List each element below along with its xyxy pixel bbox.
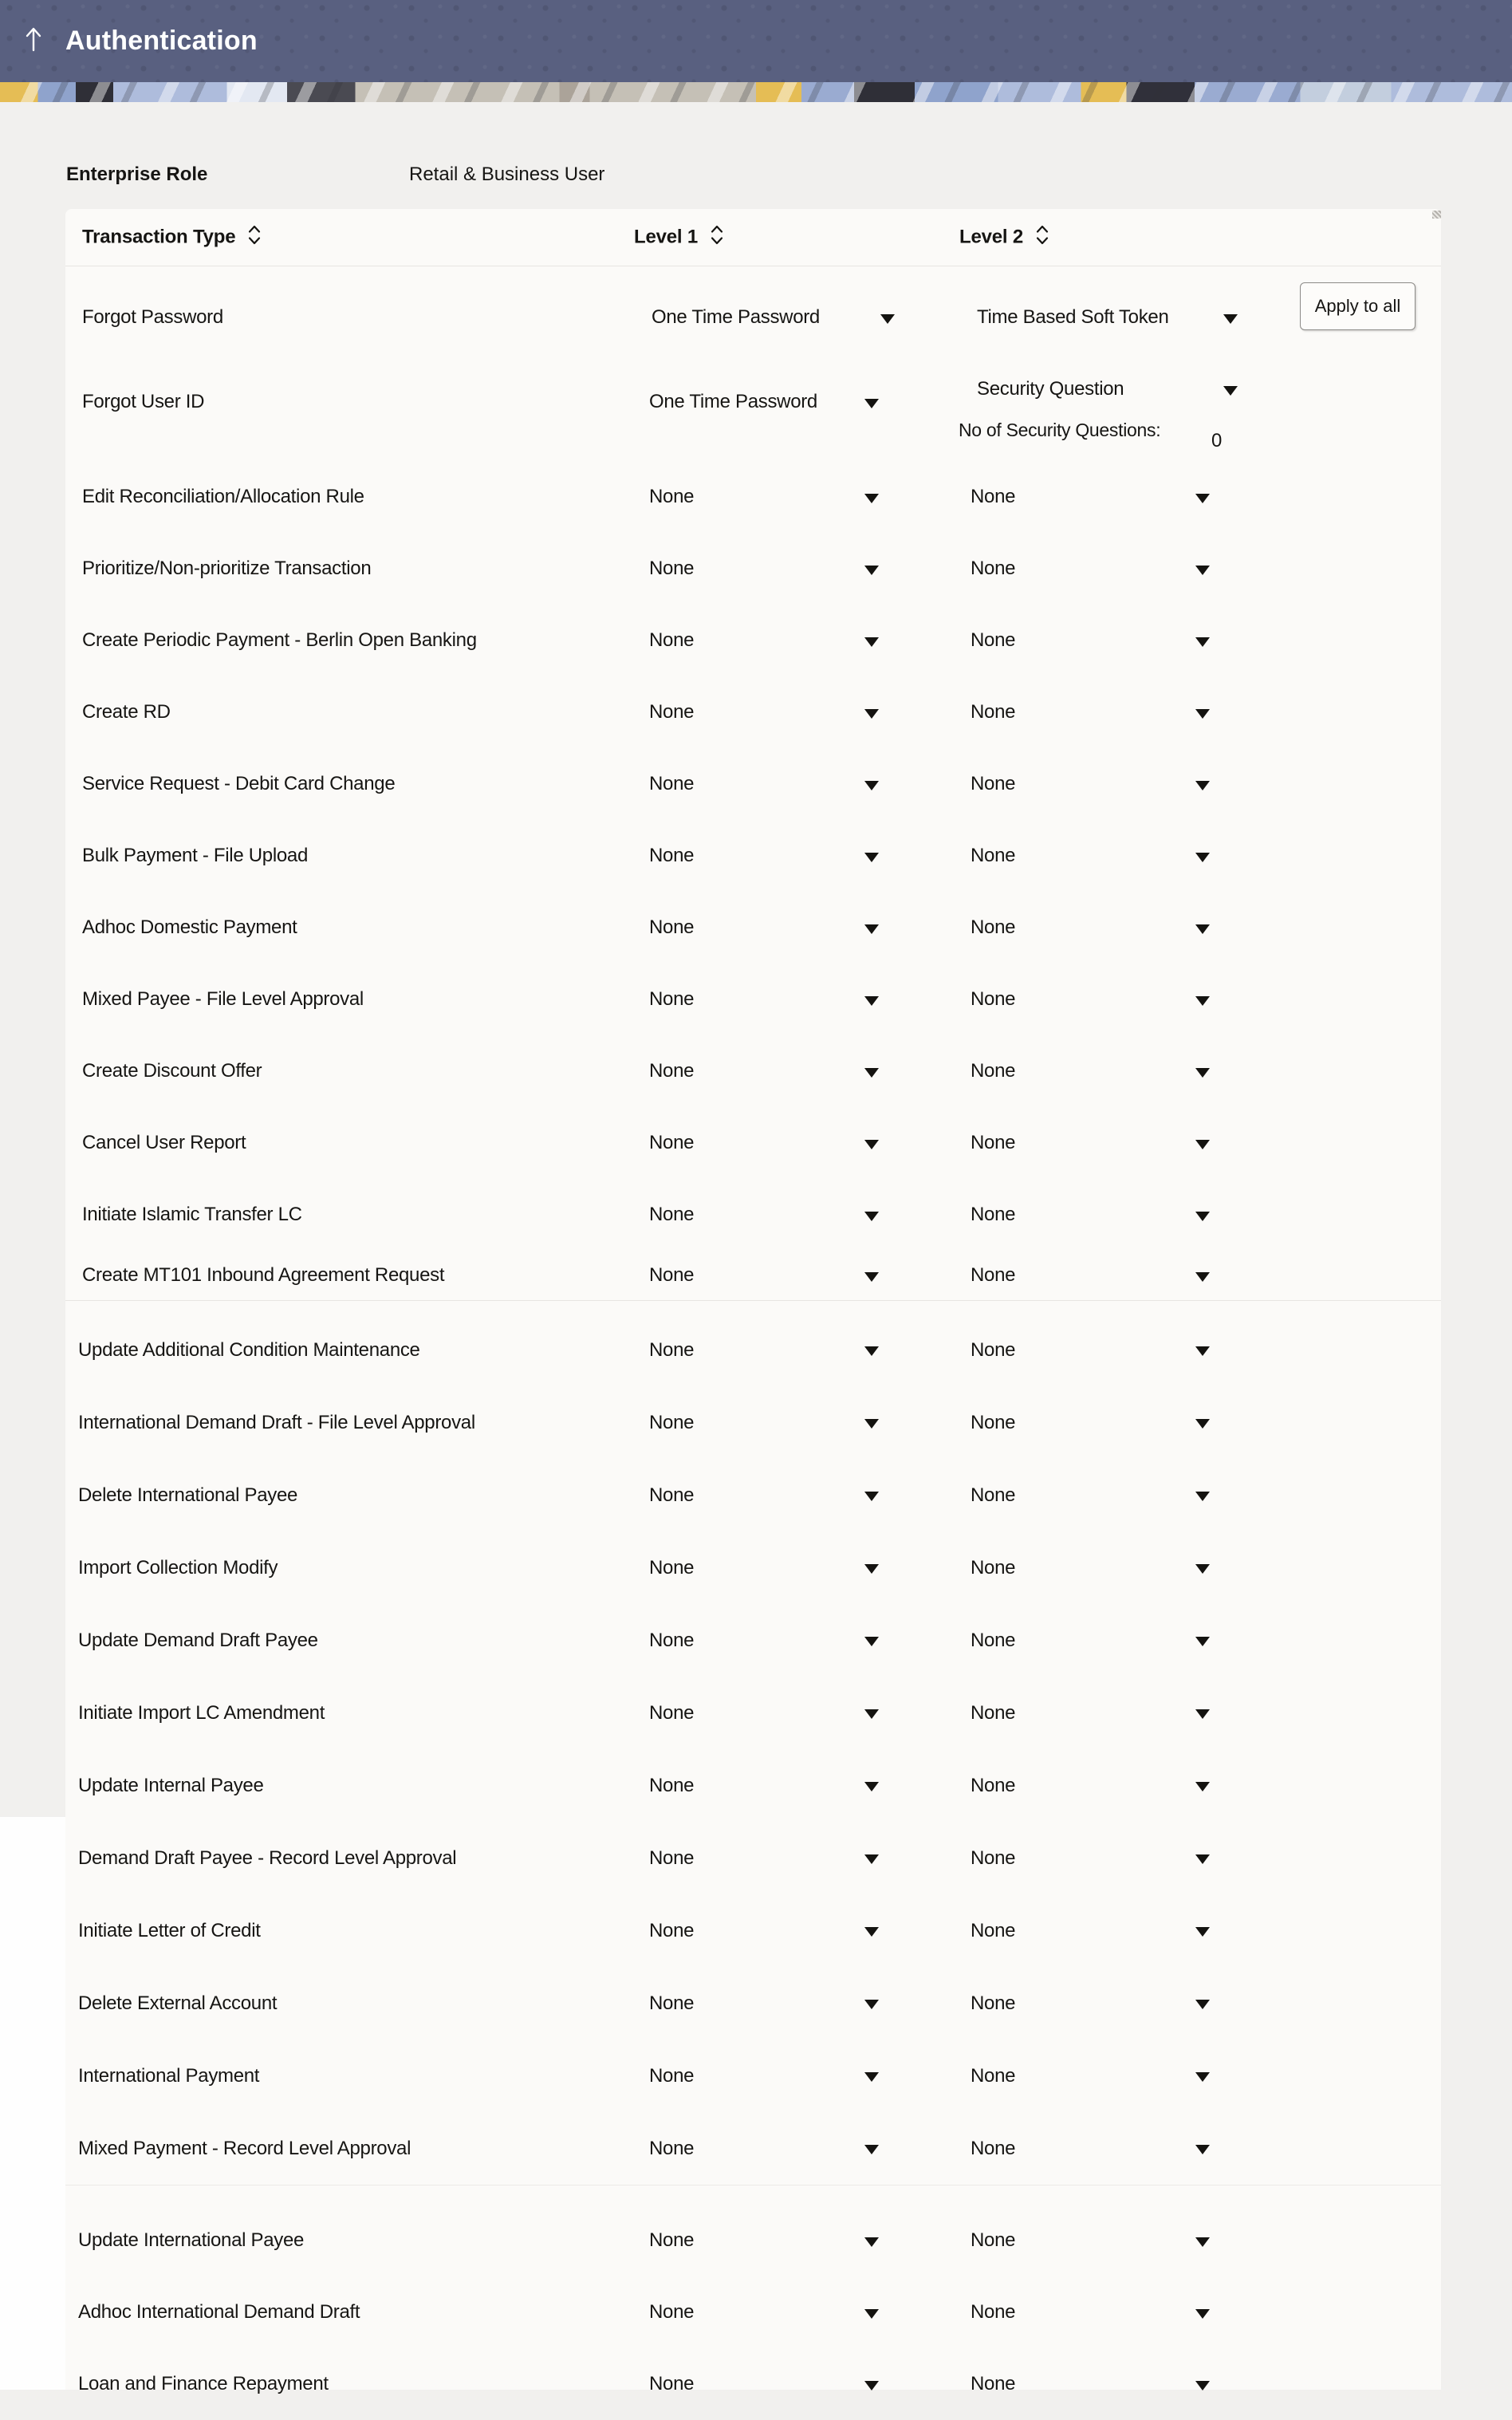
transaction-type-label: Loan and Finance Repayment xyxy=(78,2373,329,2394)
level1-value: None xyxy=(649,2229,695,2251)
table-row xyxy=(65,964,1441,1035)
table-header-row xyxy=(65,209,1441,266)
table-row xyxy=(65,1107,1441,1179)
security-questions-count-input[interactable]: 0 xyxy=(1211,430,1223,451)
column-header-transaction-type: Transaction Type xyxy=(82,226,236,248)
dropdown-arrow-icon xyxy=(864,566,879,575)
dropdown-arrow-icon xyxy=(864,2145,879,2154)
table-rows-group xyxy=(65,461,1441,1300)
table-section-1 xyxy=(65,266,1441,1300)
dropdown-arrow-icon xyxy=(864,1492,879,1501)
table-row xyxy=(65,1179,1441,1251)
transaction-type-label: Cancel User Report xyxy=(82,1132,246,1153)
level1-value: None xyxy=(649,1132,695,1153)
sort-icon[interactable] xyxy=(709,223,725,251)
level1-select[interactable] xyxy=(649,2300,879,2324)
table-row xyxy=(65,1035,1441,1107)
content-area xyxy=(0,102,1512,2394)
level2-value: None xyxy=(971,558,1016,579)
level1-value: None xyxy=(649,916,695,938)
dropdown-arrow-icon xyxy=(864,996,879,1006)
level1-select[interactable] xyxy=(649,390,879,414)
dropdown-arrow-icon xyxy=(864,1782,879,1791)
transaction-type-label: Prioritize/Non-prioritize Transaction xyxy=(82,558,372,579)
table-row xyxy=(65,1822,1441,1894)
level1-select[interactable] xyxy=(649,1919,879,1943)
level2-value: None xyxy=(971,2137,1016,2159)
level1-select[interactable] xyxy=(649,1992,879,2016)
dropdown-arrow-icon xyxy=(1195,1212,1210,1221)
level2-value: None xyxy=(971,916,1016,938)
level2-select[interactable] xyxy=(971,844,1210,868)
level1-select[interactable] xyxy=(649,1263,879,1287)
background-panel-edge xyxy=(0,1817,65,2390)
dropdown-arrow-icon xyxy=(1195,1346,1210,1356)
dropdown-arrow-icon xyxy=(1195,2309,1210,2319)
dropdown-arrow-icon xyxy=(1195,566,1210,575)
level2-value: None xyxy=(971,1992,1016,2014)
dropdown-arrow-icon xyxy=(864,2072,879,2082)
transaction-type-label: Initiate Islamic Transfer LC xyxy=(82,1204,302,1225)
dropdown-arrow-icon xyxy=(864,2237,879,2247)
table-row xyxy=(65,605,1441,676)
level2-select[interactable] xyxy=(971,1701,1210,1725)
dropdown-arrow-icon xyxy=(864,1346,879,1356)
level1-select[interactable] xyxy=(649,2229,879,2252)
level2-value: None xyxy=(971,1484,1016,1506)
transaction-type-label: Forgot Password xyxy=(82,306,223,328)
dropdown-arrow-icon xyxy=(1195,2072,1210,2082)
transaction-type-label: Service Request - Debit Card Change xyxy=(82,773,396,794)
transaction-type-label: Update International Payee xyxy=(78,2229,305,2251)
table-row-forgot-user-id xyxy=(65,369,1441,461)
dropdown-arrow-icon xyxy=(1195,1419,1210,1429)
level2-value: Security Question xyxy=(977,378,1124,400)
dropdown-arrow-icon xyxy=(1195,853,1210,862)
security-questions-count-label: No of Security Questions: xyxy=(959,420,1161,440)
level2-select[interactable] xyxy=(971,557,1210,581)
level1-select[interactable] xyxy=(649,1338,879,1362)
level1-value: None xyxy=(649,2137,695,2159)
level2-select[interactable] xyxy=(971,1131,1210,1155)
dropdown-arrow-icon xyxy=(1223,314,1238,324)
dropdown-arrow-icon xyxy=(1195,1782,1210,1791)
transaction-type-label: Update Internal Payee xyxy=(78,1774,264,1796)
level1-select[interactable] xyxy=(649,1774,879,1798)
level2-select[interactable] xyxy=(971,1556,1210,1580)
transaction-type-label: Update Additional Condition Maintenance xyxy=(78,1338,420,1361)
level2-select[interactable] xyxy=(971,2372,1210,2396)
table-row xyxy=(65,2276,1441,2348)
level1-value: None xyxy=(649,1701,695,1724)
level2-value: None xyxy=(971,1060,1016,1082)
column-header-level1: Level 1 xyxy=(634,226,698,248)
dropdown-arrow-icon xyxy=(1195,1709,1210,1719)
dropdown-arrow-icon xyxy=(864,924,879,934)
table-row xyxy=(65,676,1441,748)
dropdown-arrow-icon xyxy=(864,1212,879,1221)
dropdown-arrow-icon xyxy=(1195,2237,1210,2247)
level1-value: None xyxy=(649,1556,695,1579)
app-header xyxy=(0,0,1512,82)
table-row xyxy=(65,2205,1441,2276)
dropdown-arrow-icon xyxy=(864,1564,879,1574)
table-row xyxy=(65,1314,1441,1386)
dropdown-arrow-icon xyxy=(880,314,895,324)
transaction-type-label: Demand Draft Payee - Record Level Approval xyxy=(78,1847,457,1869)
level2-select[interactable] xyxy=(971,1484,1210,1508)
level2-value: None xyxy=(971,988,1016,1010)
table-row xyxy=(65,1251,1441,1300)
level1-value: None xyxy=(649,1484,695,1506)
dropdown-arrow-icon xyxy=(864,1709,879,1719)
table-row xyxy=(65,1386,1441,1459)
level1-select[interactable] xyxy=(649,987,879,1011)
dropdown-arrow-icon xyxy=(1195,1492,1210,1501)
table-row xyxy=(65,820,1441,892)
level1-select[interactable] xyxy=(649,629,879,652)
level1-value: None xyxy=(649,1411,695,1433)
table-row xyxy=(65,748,1441,820)
dropdown-arrow-icon xyxy=(864,1272,879,1282)
transaction-type-label: Bulk Payment - File Upload xyxy=(82,845,308,866)
level1-select[interactable] xyxy=(652,305,895,329)
dropdown-arrow-icon xyxy=(1195,1140,1210,1149)
sort-icon[interactable] xyxy=(1034,223,1050,251)
dropdown-arrow-icon xyxy=(1195,2000,1210,2009)
table-row xyxy=(65,2040,1441,2112)
dropdown-arrow-icon xyxy=(1195,996,1210,1006)
level1-value: None xyxy=(649,1264,695,1286)
dropdown-arrow-icon xyxy=(1195,924,1210,934)
level2-select[interactable] xyxy=(971,1992,1210,2016)
level1-select[interactable] xyxy=(649,1203,879,1227)
table-row xyxy=(65,2348,1441,2420)
transaction-type-label: Mixed Payment - Record Level Approval xyxy=(78,2137,411,2159)
level1-select[interactable] xyxy=(649,2137,879,2161)
level2-value: Time Based Soft Token xyxy=(977,306,1169,328)
dropdown-arrow-icon xyxy=(864,709,879,719)
level1-value: One Time Password xyxy=(649,391,817,412)
dropdown-arrow-icon xyxy=(1195,2145,1210,2154)
level2-value: None xyxy=(971,773,1016,794)
transaction-type-label: Adhoc Domestic Payment xyxy=(82,916,297,938)
dropdown-arrow-icon xyxy=(864,2309,879,2319)
level1-value: None xyxy=(649,1919,695,1941)
level1-value: None xyxy=(649,701,695,723)
level1-value: None xyxy=(649,1992,695,2014)
transaction-type-label: Mixed Payee - File Level Approval xyxy=(82,988,364,1010)
level2-value: None xyxy=(971,1204,1016,1225)
apply-to-all-button[interactable]: Apply to all xyxy=(1300,282,1416,330)
dropdown-arrow-icon xyxy=(864,637,879,647)
level1-select[interactable] xyxy=(649,1411,879,1435)
dropdown-arrow-icon xyxy=(1195,494,1210,503)
dropdown-arrow-icon xyxy=(1195,1068,1210,1078)
level2-select[interactable] xyxy=(971,987,1210,1011)
level2-select[interactable] xyxy=(971,1629,1210,1653)
dropdown-arrow-icon xyxy=(864,853,879,862)
level2-select[interactable] xyxy=(971,629,1210,652)
table-row xyxy=(65,1967,1441,2040)
level1-select[interactable] xyxy=(649,700,879,724)
dropdown-arrow-icon xyxy=(864,1637,879,1646)
level1-value: None xyxy=(649,845,695,866)
enterprise-role-label: Enterprise Role xyxy=(66,164,208,185)
dropdown-arrow-icon xyxy=(1195,709,1210,719)
level2-select[interactable] xyxy=(971,916,1210,940)
transaction-type-label: Create Discount Offer xyxy=(82,1060,262,1082)
transaction-type-label: International Payment xyxy=(78,2064,260,2087)
level2-select[interactable] xyxy=(971,1059,1210,1083)
level2-select[interactable] xyxy=(971,2300,1210,2324)
transaction-type-label: Initiate Import LC Amendment xyxy=(78,1701,325,1724)
table-section-3 xyxy=(65,2185,1441,2420)
dropdown-arrow-icon xyxy=(864,1927,879,1937)
dropdown-arrow-icon xyxy=(864,1068,879,1078)
level1-value: None xyxy=(649,2373,695,2394)
dropdown-arrow-icon xyxy=(864,494,879,503)
level2-value: None xyxy=(971,1847,1016,1869)
table-row-forgot-password xyxy=(65,266,1441,369)
level1-value: None xyxy=(649,1060,695,1082)
level1-select[interactable] xyxy=(649,844,879,868)
dropdown-arrow-icon xyxy=(1195,781,1210,790)
level1-value: None xyxy=(649,1847,695,1869)
sort-icon[interactable] xyxy=(246,223,262,251)
dropdown-arrow-icon xyxy=(1223,386,1238,396)
level1-select[interactable] xyxy=(649,916,879,940)
dropdown-arrow-icon xyxy=(1195,1927,1210,1937)
transaction-type-label: Update Demand Draft Payee xyxy=(78,1629,318,1651)
level2-select[interactable] xyxy=(971,1411,1210,1435)
level2-select[interactable] xyxy=(971,1338,1210,1362)
level2-select[interactable] xyxy=(971,700,1210,724)
transaction-type-label: Create RD xyxy=(82,701,171,723)
dropdown-arrow-icon xyxy=(1195,1854,1210,1864)
dropdown-arrow-icon xyxy=(1195,1564,1210,1574)
level1-select[interactable] xyxy=(649,2064,879,2088)
level1-select[interactable] xyxy=(649,1556,879,1580)
level1-value: None xyxy=(649,2301,695,2323)
dropdown-arrow-icon xyxy=(1195,1637,1210,1646)
level2-value: None xyxy=(971,486,1016,507)
transaction-type-label: Delete External Account xyxy=(78,1992,278,2014)
transaction-type-label: Create MT101 Inbound Agreement Request xyxy=(82,1264,445,1286)
level1-select[interactable] xyxy=(649,1701,879,1725)
dropdown-arrow-icon xyxy=(864,1419,879,1429)
level2-value: None xyxy=(971,1338,1016,1361)
level1-value: None xyxy=(649,629,695,651)
level2-value: None xyxy=(971,1919,1016,1941)
table-section-2 xyxy=(65,1301,1441,2185)
level2-select[interactable] xyxy=(971,2229,1210,2252)
table-row xyxy=(65,461,1441,533)
dropdown-arrow-icon xyxy=(864,1140,879,1149)
table-row xyxy=(65,1677,1441,1749)
level2-select[interactable] xyxy=(971,2064,1210,2088)
level1-select[interactable] xyxy=(649,485,879,509)
level2-value: None xyxy=(971,701,1016,723)
table-row xyxy=(65,1604,1441,1677)
level2-select[interactable] xyxy=(971,1919,1210,1943)
table-row xyxy=(65,2112,1441,2185)
level1-select[interactable] xyxy=(649,772,879,796)
level2-select[interactable] xyxy=(977,305,1238,329)
table-row xyxy=(65,1749,1441,1822)
level2-value: None xyxy=(971,1132,1016,1153)
transaction-type-label: Create Periodic Payment - Berlin Open Banking xyxy=(82,629,477,651)
level2-value: None xyxy=(971,845,1016,866)
level2-select[interactable] xyxy=(971,2137,1210,2161)
table-row xyxy=(65,1894,1441,1967)
dropdown-arrow-icon xyxy=(1195,637,1210,647)
level2-select[interactable] xyxy=(971,772,1210,796)
level1-select[interactable] xyxy=(649,557,879,581)
dropdown-arrow-icon xyxy=(864,2000,879,2009)
level1-value: None xyxy=(649,1204,695,1225)
level2-value: None xyxy=(971,2229,1016,2251)
level1-select[interactable] xyxy=(649,1059,879,1083)
level1-value: None xyxy=(649,988,695,1010)
page-title: Authentication xyxy=(65,26,258,56)
level2-value: None xyxy=(971,2301,1016,2323)
level1-value: One Time Password xyxy=(652,306,820,328)
level2-value: None xyxy=(971,1701,1016,1724)
level1-select[interactable] xyxy=(649,1847,879,1870)
level2-value: None xyxy=(971,1264,1016,1286)
level2-value: None xyxy=(971,1774,1016,1796)
transaction-type-label: Adhoc International Demand Draft xyxy=(78,2301,360,2323)
dropdown-arrow-icon xyxy=(1195,1272,1210,1282)
enterprise-role-value: Retail & Business User xyxy=(409,164,605,185)
level1-value: None xyxy=(649,1338,695,1361)
level2-value: None xyxy=(971,1556,1016,1579)
level2-select[interactable] xyxy=(971,1774,1210,1798)
table-row xyxy=(65,892,1441,964)
table-row xyxy=(65,1459,1441,1531)
level2-select[interactable] xyxy=(971,1203,1210,1227)
transaction-type-label: Delete International Payee xyxy=(78,1484,298,1506)
level1-select[interactable] xyxy=(649,1629,879,1653)
level2-value: None xyxy=(971,629,1016,651)
dropdown-arrow-icon xyxy=(864,781,879,790)
enterprise-role-row xyxy=(0,102,1512,209)
transaction-type-label: Edit Reconciliation/Allocation Rule xyxy=(82,486,364,507)
column-header-level2: Level 2 xyxy=(959,226,1023,248)
level1-select[interactable] xyxy=(649,2372,879,2396)
dropdown-arrow-icon xyxy=(864,2381,879,2390)
table-row xyxy=(65,1531,1441,1604)
transaction-type-label: Import Collection Modify xyxy=(78,1556,278,1579)
level2-select[interactable] xyxy=(971,1847,1210,1870)
table-row xyxy=(65,533,1441,605)
level2-value: None xyxy=(971,2373,1016,2394)
dropdown-arrow-icon xyxy=(1195,2381,1210,2390)
level2-value: None xyxy=(971,1411,1016,1433)
level1-value: None xyxy=(649,1774,695,1796)
level2-value: None xyxy=(971,1629,1016,1651)
level2-select[interactable] xyxy=(971,485,1210,509)
authentication-table-panel xyxy=(65,209,1441,2394)
up-arrow-icon[interactable] xyxy=(21,23,46,59)
level1-value: None xyxy=(649,773,695,794)
dropdown-arrow-icon xyxy=(864,399,879,408)
level2-value: None xyxy=(971,2064,1016,2087)
transaction-type-label: International Demand Draft - File Level Approval xyxy=(78,1411,475,1433)
level1-value: None xyxy=(649,486,695,507)
transaction-type-label: Initiate Letter of Credit xyxy=(78,1919,261,1941)
level2-select[interactable] xyxy=(971,1263,1210,1287)
level1-value: None xyxy=(649,558,695,579)
decorative-pattern-strip xyxy=(0,82,1512,102)
level2-select[interactable] xyxy=(977,377,1238,401)
level1-select[interactable] xyxy=(649,1131,879,1155)
level1-select[interactable] xyxy=(649,1484,879,1508)
dropdown-arrow-icon xyxy=(864,1854,879,1864)
transaction-type-label: Forgot User ID xyxy=(82,391,205,412)
level1-value: None xyxy=(649,1629,695,1651)
level1-value: None xyxy=(649,2064,695,2087)
